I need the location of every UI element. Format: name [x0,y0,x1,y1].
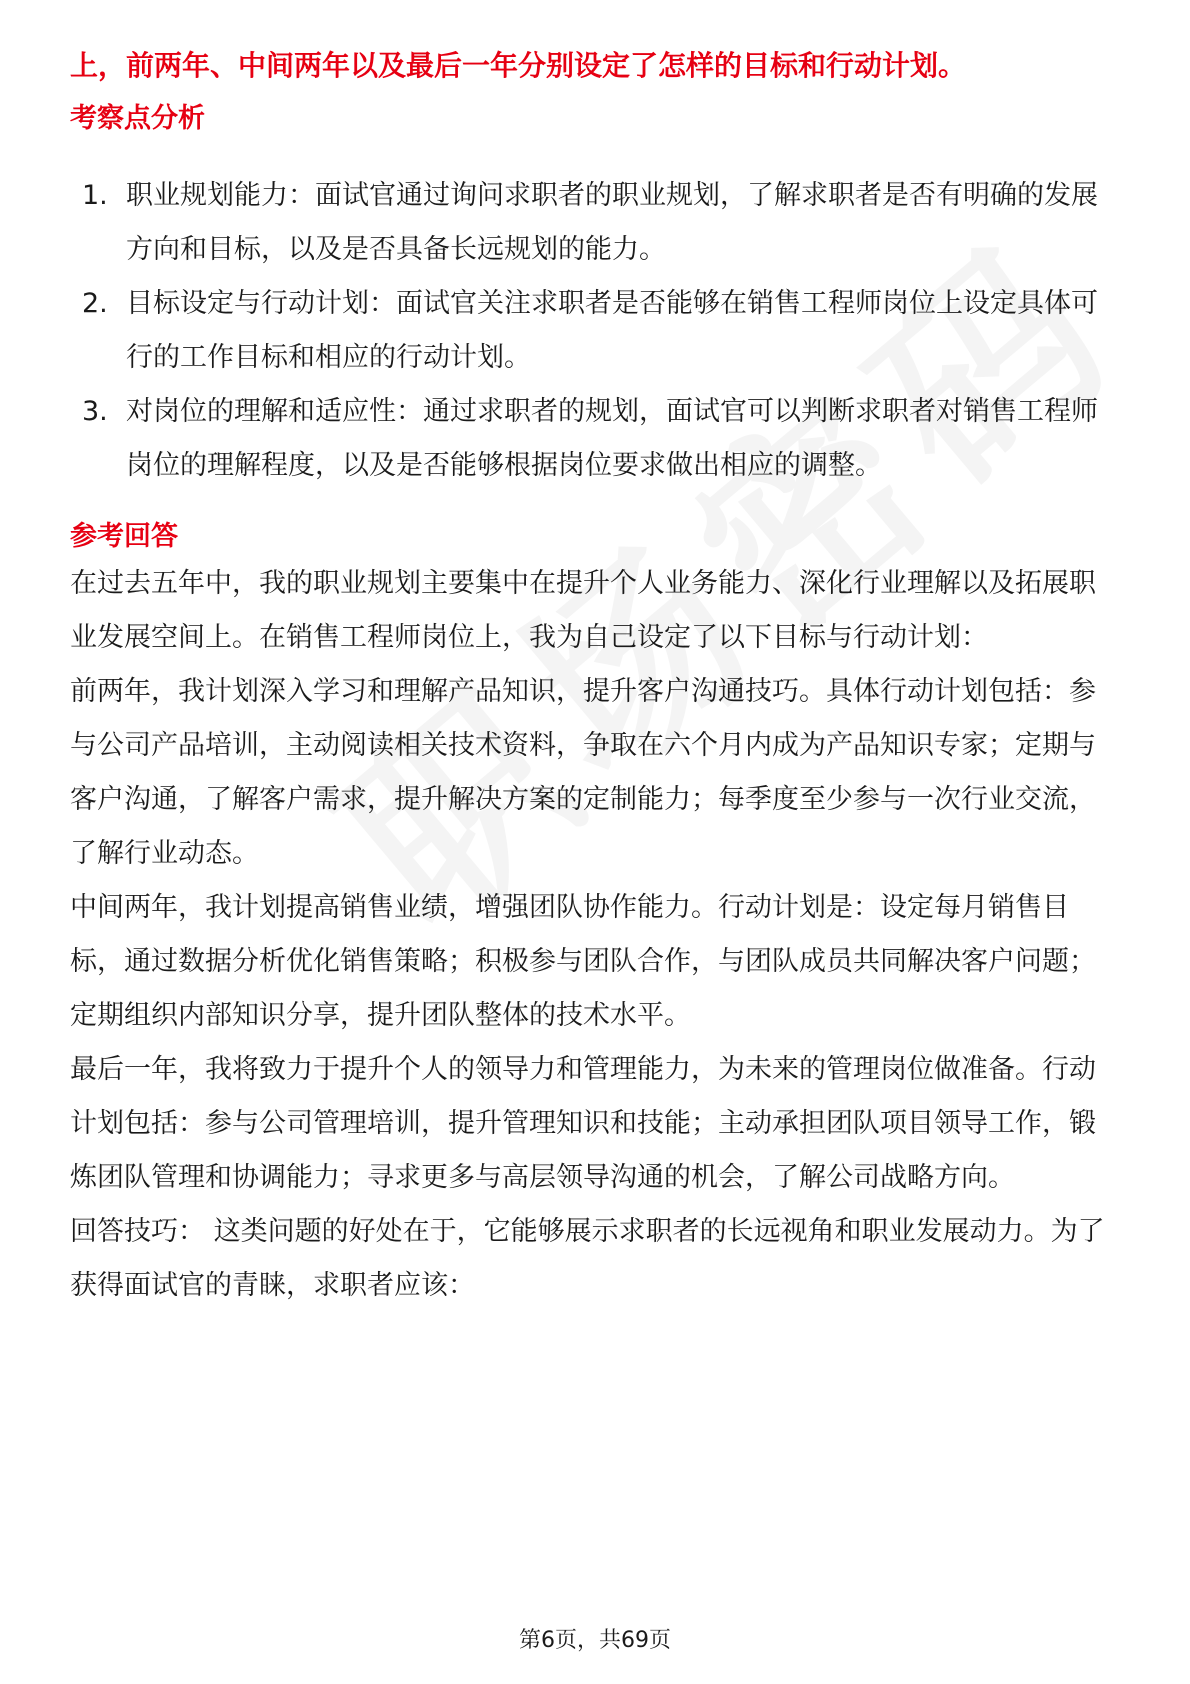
list-number: 2. [82,288,108,319]
answer-paragraph: 中间两年，我计划提高销售业绩，增强团队协作能力。行动计划是：设定每月销售目标，通过数据分析优化销售策略；积极参与团队合作，与团队成员共同解决客户问题；定期组织内部知识分享，提升团队整体的技术水平。 [70,892,1096,1031]
list-number: 3. [82,396,108,427]
answer-tips-paragraph: 回答技巧： 这类问题的好处在于，它能够展示求职者的长远视角和职业发展动力。为了获得面试官的青睐，求职者应该： [70,1216,1105,1301]
question-continuation: 上，前两年、中间两年以及最后一年分别设定了怎样的目标和行动计划。 [70,49,967,82]
analysis-item [70,385,1120,493]
answer-paragraph: 最后一年，我将致力于提升个人的领导力和管理能力，为未来的管理岗位做准备。行动计划包括：参与公司管理培训，提升管理知识和技能；主动承担团队项目领导工作，锻炼团队管理和协调能力；寻求更多与高层领导沟通的机会，了解公司战略方向。 [70,1054,1096,1193]
analysis-list [70,169,1120,493]
page-footer: 第6页，共69页 [519,1628,671,1653]
analysis-item-text: 目标设定与行动计划：面试官关注求职者是否能够在销售工程师岗位上设定具体可行的工作目标和相应的行动计划。 [126,288,1098,373]
answer-paragraph: 在过去五年中，我的职业规划主要集中在提升个人业务能力、深化行业理解以及拓展职业发展空间上。在销售工程师岗位上，我为自己设定了以下目标与行动计划： [70,568,1096,653]
page-content [70,46,1120,1313]
analysis-item-text: 对岗位的理解和适应性：通过求职者的规划，面试官可以判断求职者对销售工程师岗位的理解程度，以及是否能够根据岗位要求做出相应的调整。 [126,396,1098,481]
analysis-heading: 考察点分析 [70,103,205,134]
answer-paragraph: 前两年，我计划深入学习和理解产品知识，提升客户沟通技巧。具体行动计划包括：参与公司产品培训，主动阅读相关技术资料，争取在六个月内成为产品知识专家；定期与客户沟通，了解客户需求，提升解决方案的定制能力；每季度至少参与一次行业交流，了解行业动态。 [70,676,1096,869]
analysis-item [70,277,1120,385]
list-number: 1. [82,180,108,211]
analysis-item-text: 职业规划能力：面试官通过询问求职者的职业规划，了解求职者是否有明确的发展方向和目标，以及是否具备长远规划的能力。 [126,180,1098,265]
answer-heading: 参考回答 [70,521,178,552]
analysis-item [70,169,1120,277]
